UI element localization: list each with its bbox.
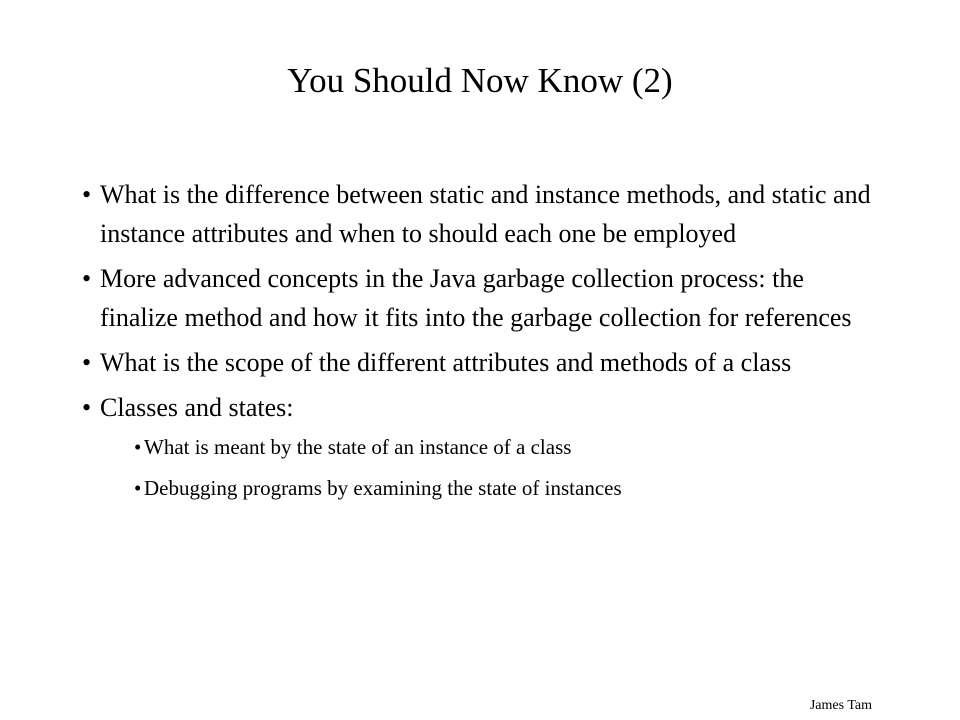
bullet-list	[78, 175, 878, 515]
bullet-dot-icon: •	[134, 435, 142, 459]
sub-bullet-item	[134, 474, 878, 502]
bullet-text: What is the scope of the different attributes and methods of a class	[100, 348, 792, 377]
bullet-item	[78, 388, 878, 502]
bullet-item	[78, 259, 878, 337]
bullet-item	[78, 175, 878, 253]
bullet-item	[78, 343, 878, 382]
bullet-text: What is the difference between static and instance methods, and static and instance attributes and when to should each one be employed	[100, 180, 871, 248]
bullet-dot-icon: •	[82, 180, 92, 209]
sub-bullet-item	[134, 433, 878, 461]
sub-bullet-text: Debugging programs by examining the state of instances	[144, 476, 622, 500]
bullet-dot-icon: •	[82, 264, 92, 293]
slide-title: You Should Now Know (2)	[287, 61, 673, 100]
bullet-dot-icon: •	[82, 348, 92, 377]
sub-bullet-text: What is meant by the state of an instance of a class	[144, 435, 572, 459]
bullet-dot-icon: •	[82, 393, 92, 422]
bullet-text: Classes and states:	[100, 393, 294, 422]
bullet-text: More advanced concepts in the Java garbage collection process: the finalize method and how it fits into the garbage collection for references	[100, 264, 852, 332]
footer-author: James Tam	[809, 698, 872, 713]
bullet-dot-icon: •	[134, 476, 142, 500]
sub-bullet-list	[100, 433, 878, 502]
